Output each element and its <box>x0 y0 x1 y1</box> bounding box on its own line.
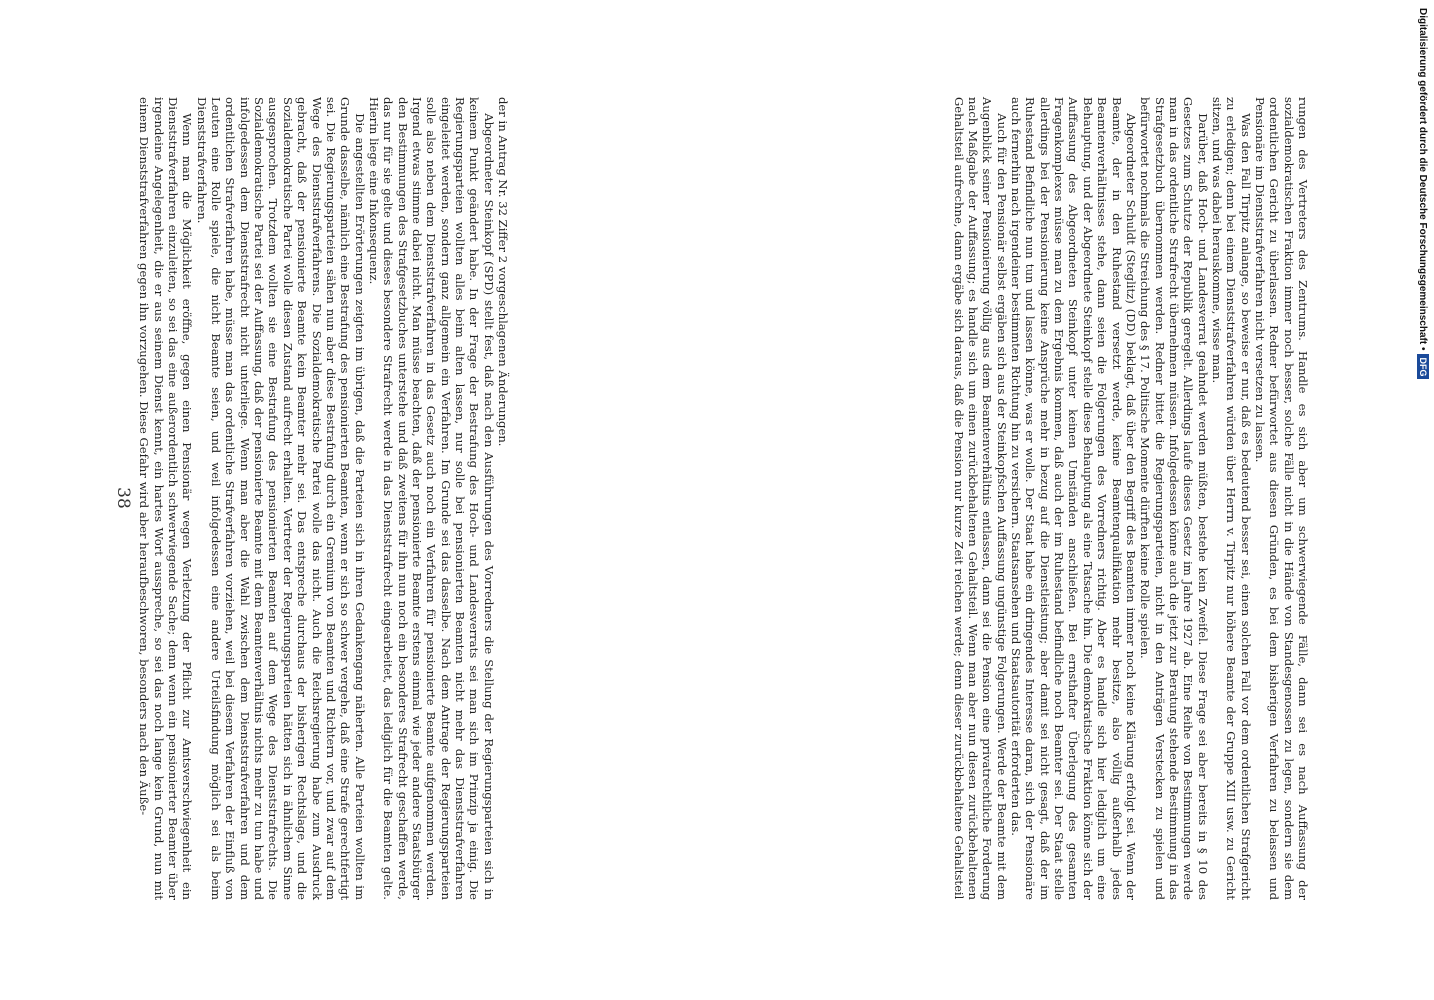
page-number: 38 <box>112 487 133 509</box>
paragraph: Was den Fall Tirpitz anlange, so beweise er nur, daß es bedeutend besser sei, einen solchen Fall vor dem ordentlichen Strafgericht zu erledigen; denn bei einem Dienststrafverfahren würden über Herrn v. Tirpitz nur höhere Beamte der Gruppe XIII usw. zu Gericht sitzen, und was dabei herauskomme, wisse man. <box>1209 97 1253 900</box>
text-column-left <box>137 97 510 900</box>
digitization-footer <box>1417 8 1429 379</box>
paragraph: Wenn man die Möglichkeit eröffne, gegen einen Pensionär wegen Verletzung der Pflicht zur Amtsverschwiegenheit ein Dienststrafverfahren einzuleiten, so sei das eine außerordentlich schwerwiegende Sache; denn wenn ein pensionierter Beamter über irgendeine Angelegenheit, die er aus seinem Dienst kennt, ein hartes Wort ausspreche, so sei das noch lange kein Grund, nun mit einem Dienststrafverfahren gegen ihn vorzugehen. Diese Gefahr wird aber heraufbeschworen, besonders nach den Äuße- <box>137 97 195 900</box>
paragraph: Abgeordneter Schuldt (Steglitz) (DD) beklagt, daß über den Begriff des Beamten immer noch keine Klärung erfolgt sei. Wenn der Beamte, der in den Ruhestand versetzt werde, keine Beamtenqualifikation mehr besitze, also völlig außerhalb jedes Beamtenverhältnisses stehe, dann seien die Folgerungen des Vorredners richtig. Aber es handle sich hier lediglich um eine Behauptung, und der Abgeordnete Steinkopf stelle diese Behauptung als eine Tatsache hin. Die demokratische Fraktion könne sich der Auffassung des Abgeordneten Steinkopf unter keinen Umständen anschließen. Bei ernsthafter Überlegung des gesamten Fragenkomplexes müsse man zu dem Ergebnis kommen, daß auch der im Ruhestand befindliche noch Beamter sei. Der Staat stelle allerdings bei der Pensionierung keine Ansprüche mehr in bezug auf die Dienstleistung; aber damit sei nicht gesagt, daß der im Ruhestand Befindliche nun tun und lassen könne, was er wolle. Der Staat habe ein dringendes Interesse daran, sich der Pensionäre auch fernerhin nach irgendeiner bestimmten Richtung hin zu versichern. Staatsansehen und Staatsautorität erforderten das. <box>1009 97 1138 900</box>
paragraph: Darüber, daß Hoch- und Landesverrat geahndet werden müßten, bestehe kein Zweifel. Diese Frage sei aber bereits in § 10 des Gesetzes zum Schutze der Republik geregelt. Allerdings laufe dieses Gesetz im Jahre 1927 ab. Eine Reihe von Bestimmungen werde man in das ordentliche Strafrecht übernehmen müssen. Infolgedessen könne auch die jetzt zur Beratung stehende Bestimmung in das Strafgesetzbuch übernommen werden. Redner bittet die Regierungsparteien, nicht in den Anträgen Verstecken zu spielen und befürwortet nochmals die Streichung des § 17. Politische Momente dürften keine Rolle spielen. <box>1138 97 1210 900</box>
paragraph: rungen des Vertreters des Zentrums. Handle es sich aber um schwerwiegende Fälle, dann sei es nach Auffassung der sozialdemokratischen Fraktion immer noch besser, solche Fälle nicht in die Hände von Standesgenossen zu legen, sondern sie dem ordentlichen Gericht zu überlassen. Redner befürwortet aus diesen Gründen, es bei dem bisherigen Verfahren zu belassen und Pensionäre im Dienststrafverfahren nicht versetzen zu lassen. <box>1252 97 1310 900</box>
footer-text: Digitalisierung gefördert durch die Deutsche Forschungsgemeinschaft • <box>1417 8 1429 351</box>
paragraph: der in Antrag Nr. 32 Ziffer 2 vorgeschlagenen Änderungen. <box>496 97 510 447</box>
paragraph: Abgeordneter Steinkopf (SPD) stellt fest, daß nach den Ausführungen des Vorredners die Stellung der Regierungsparteien sich in keinem Punkt geändert habe. In der Frage der Bestrafung des Hoch- und Landesverrats sei man sich im Prinzip ja einig. Die Regierungsparteien wollten alles beim alten lassen, nur solle bei pensionierten Beamten nicht mehr das Dienststrafverfahren eingeleitet werden, sondern ganz allgemein ein Verfahren. Im Grunde sei das dasselbe. Nach dem Antrage der Regierungsparteien solle also neben dem Dienststrafverfahren in das Gesetz auch noch ein Verfahren für pensionierte Beamte aufgenommen werden. Irgend etwas stimme dabei nicht. Man müsse beachten, daß der pensionierte Beamte erstens einmal wie jeder andere Staatsbürger den Bestimmungen des Strafgesetzbuches unterstehe und daß zweitens für ihn nun noch ein besonderes Strafrecht geschaffen werde, das nur für sie gelte und dieses besondere Strafrecht werde in das Dienststrafrecht eingearbeitet, das lediglich für die Beamten gelte. Hierin liege eine Inkonsequenz. <box>366 97 496 900</box>
paragraph: Die angestellten Erörterungen zeigten im übrigen, daß die Parteien sich in ihren Gedankengang näherten. Alle Parteien wollten im Grunde dasselbe, nämlich eine Bestrafung des pensionierten Beamten, wenn er sich so schwer vergehe, daß eine Strafe gerechtfertigt sei. Die Regierungsparteien sähen nun aber diese Bestrafung durch ein Gremium von Beamten und Richtern vor, und zwar auf dem Wege des Dienststrafverfahrens. Die Sozialdemokratische Partei wolle das nicht. Auch die Reichsregierung habe zum Ausdruck gebracht, daß der pensionierte Beamte kein Beamter mehr sei. Das entspreche durchaus der bisherigen Rechtslage, und die Sozialdemokratische Partei wolle diesen Zustand aufrecht erhalten. Vertreter der Regierungsparteien hätten sich in ähnlichem Sinne ausgesprochen. Trotzdem wollten sie eine Bestrafung des pensionierten Beamten auf dem Wege des Dienststrafrechts. Die Sozialdemokratische Partei sei der Auffassung, daß der pensionierte Beamte mit dem Beamtenverhältnis nichts mehr zu tun habe und infolgedessen dem Dienststrafrecht nicht unterliege. Wenn man aber die Wahl zwischen dem Dienststrafverfahren und dem ordentlichen Strafverfahren habe, müsse man das ordentliche Strafverfahren vorziehen, weil bei diesem Verfahren der Einfluß von Leuten eine Rolle spiele, die nicht Beamte seien, und weil infolgedessen eine andere Urteilsfindung möglich sei als beim Dienststrafverfahren. <box>194 97 367 900</box>
dfg-logo-icon: DFG <box>1417 354 1429 379</box>
paragraph: Auch für den Pensionär selbst ergäben sich aus der Steinkopfschen Auffassung ungünstige Folgerungen. Werde der Beamte mit dem Augenblick seiner Pensionierung völlig aus dem Beamtenverhältnis entlassen, dann sei die Pension eine privatrechtliche Forderung nach Maßgabe der Auffassung; es handle sich um einen zurückbehaltenen Gehaltsteil. Wenn man aber nun diesen zurückbehaltenen Gehaltsteil aufrechne, dann ergäbe sich daraus, daß die Pension nur kurze Zeit reichen werde; denn dieser zurückbehaltene Gehaltsteil <box>951 97 1009 900</box>
text-column-right <box>945 97 1310 900</box>
